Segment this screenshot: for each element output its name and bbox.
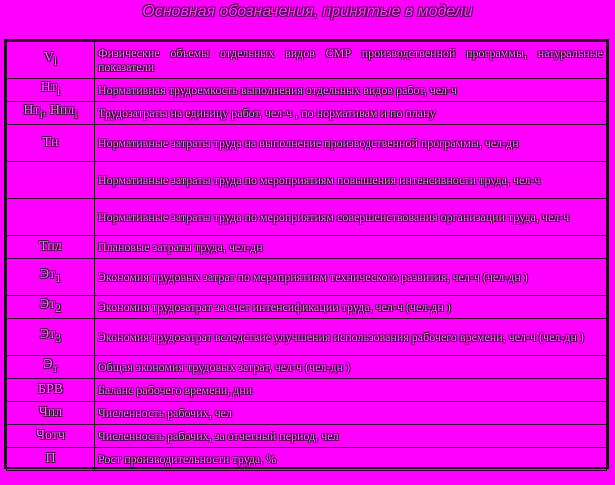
description-cell: Баланс рабочего времени, дни	[95, 379, 607, 402]
table-row	[7, 236, 607, 259]
symbol-cell: Тн	[7, 125, 95, 162]
symbol-cell	[7, 199, 95, 236]
table-row	[7, 42, 607, 79]
description-cell: Рост производительности труда, %	[95, 448, 607, 471]
table-row	[7, 425, 607, 448]
description-cell: Экономия трудозатрат за счет интенсификации труда, чел-ч (чел-дн )	[95, 296, 607, 319]
table-row	[7, 402, 607, 425]
symbol-cell	[7, 162, 95, 199]
symbol-cell: Чпл	[7, 402, 95, 425]
table-row	[7, 125, 607, 162]
symbol-cell: Чотч	[7, 425, 95, 448]
table-row	[7, 379, 607, 402]
description-cell: Нормативная трудоемкость выполнения отдельных видов работ, чел-ч	[95, 79, 607, 102]
symbol-cell: $Эт_3$	[7, 319, 95, 356]
description-cell: Нормативные затраты труда на выполнение производственной программы, чел-дн	[95, 125, 607, 162]
notation-table	[6, 41, 607, 471]
symbol-cell: $Эт_1$	[7, 259, 95, 296]
table-row	[7, 356, 607, 379]
table-row	[7, 259, 607, 296]
symbol-cell: БРВ	[7, 379, 95, 402]
symbol-cell: $Нт_i$	[7, 79, 95, 102]
description-cell: Нормативные затраты труда по мероприятиям повышения интенсивности труда, чел-ч	[95, 162, 607, 199]
description-cell: Численность рабочих, чел	[95, 402, 607, 425]
description-cell: Численность рабочих, за отчетный период, чел	[95, 425, 607, 448]
table-row	[7, 296, 607, 319]
table-row	[7, 162, 607, 199]
table-row	[7, 199, 607, 236]
table-row	[7, 102, 607, 125]
table-row	[7, 319, 607, 356]
symbol-cell: $Э_т$	[7, 356, 95, 379]
symbol-cell: Тпл	[7, 236, 95, 259]
symbol-cell: $V_i$	[7, 42, 95, 79]
symbol-cell: П	[7, 448, 95, 471]
description-cell: Нормативные затраты труда по мероприятиям совершенствования организации труда, чел-ч	[95, 199, 607, 236]
description-cell: Трудозатраты на единицу работ, чел-ч , по нормативам и по плану	[95, 102, 607, 125]
description-cell: Физические объемы отдельных видов СМР производственной программы, натуральные показатели	[95, 42, 607, 79]
description-cell: Экономия трудовых затрат по мероприятиям технического развития, чел-ч (чел-дн )	[95, 259, 607, 296]
document-title: Основная обозначения, принятые в модели	[142, 3, 473, 20]
symbol-cell: $Эт_2$	[7, 296, 95, 319]
description-cell: Общая экономия трудовых затрат, чел-ч (чел-дн )	[95, 356, 607, 379]
description-cell: Экономия трудозатрат вследствие улучшения использования рабочего времени, чел-ч (чел-дн )	[95, 319, 607, 356]
table-row	[7, 79, 607, 102]
table-row	[7, 448, 607, 471]
description-cell: Плановые затраты труда, чел-дн	[95, 236, 607, 259]
symbol-cell: $Нт_i$, Нпл$_i$	[7, 102, 95, 125]
